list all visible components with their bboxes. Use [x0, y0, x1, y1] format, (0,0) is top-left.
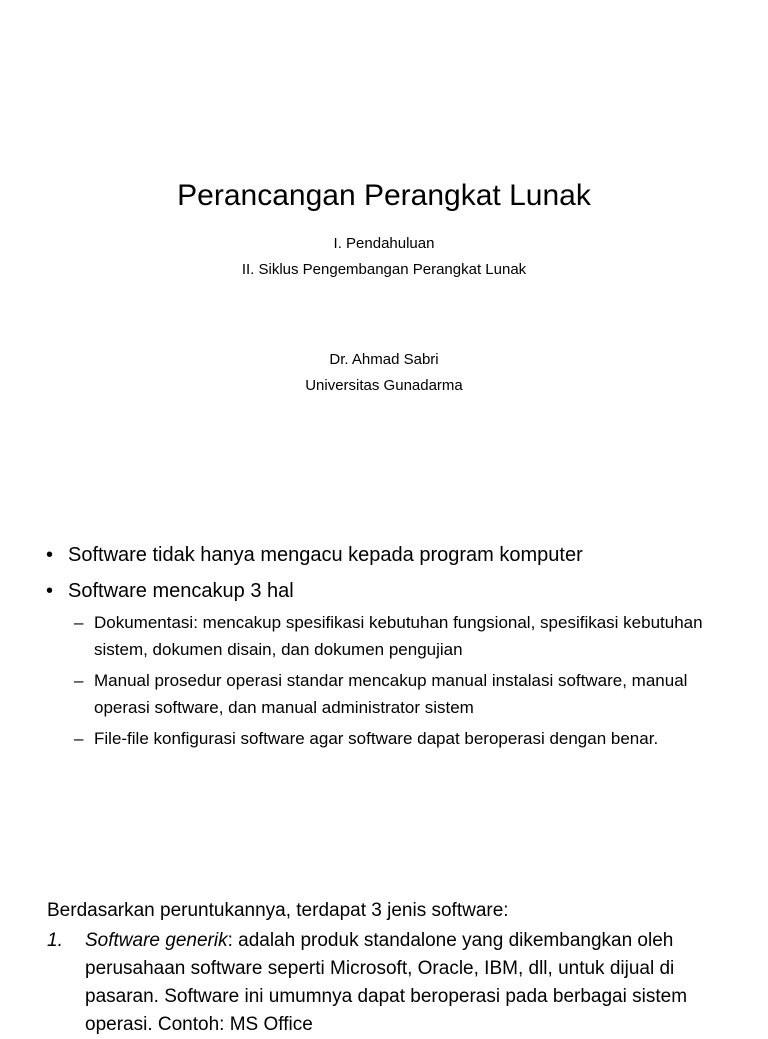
sub-bullet-item: [74, 609, 736, 663]
numbered-slide: [0, 864, 768, 1035]
subtitle-line-2: II. Siklus Pengembangan Perangkat Lunak: [241, 261, 527, 278]
sub-bullet-list: [46, 609, 736, 752]
bullet-list: [46, 537, 736, 756]
item-term: Software generik: [85, 930, 228, 951]
sub-bullet-text: File-file konfigurasi software agar software dapat beroperasi dengan benar.: [94, 729, 659, 748]
bullet-marker: •: [46, 580, 54, 602]
bullet-text: Software tidak hanya mengacu kepada program komputer: [68, 544, 583, 566]
slide-title: Perancangan Perangkat Lunak: [177, 179, 591, 212]
slide-subtitle: [0, 231, 768, 283]
sub-bullet-text: Dokumentasi: mencakup spesifikasi kebutuhan fungsional, spesifikasi kebutuhan sistem, dokumen disain, dan dokumen pengujian: [94, 613, 703, 659]
author-affiliation: Universitas Gunadarma: [305, 377, 463, 394]
numbered-item: [47, 927, 737, 1039]
dash-marker: –: [74, 671, 84, 690]
title-slide: [0, 0, 768, 480]
numbered-list: [47, 927, 737, 1039]
bullet-text: Software mencakup 3 hal: [68, 580, 294, 602]
bullet-slide: [0, 480, 768, 864]
slide-author: [0, 347, 768, 399]
sub-bullet-item: [74, 725, 736, 752]
slide-intro: Berdasarkan peruntukannya, terdapat 3 jenis software:: [47, 900, 509, 921]
dash-marker: –: [74, 729, 84, 748]
bullet-marker: •: [46, 544, 54, 566]
subtitle-line-1: I. Pendahuluan: [333, 235, 435, 252]
sub-bullet-text: Manual prosedur operasi standar mencakup manual instalasi software, manual operasi software, dan manual administrator sistem: [94, 671, 688, 717]
item-number: 1.: [47, 930, 63, 951]
bullet-item: [46, 537, 736, 573]
bullet-item: [46, 573, 736, 752]
author-name: Dr. Ahmad Sabri: [329, 351, 439, 368]
sub-bullet-item: [74, 667, 736, 721]
dash-marker: –: [74, 613, 84, 632]
item-text: : adalah produk standalone yang dikembangkan oleh perusahaan software seperti Microsoft, Oracle, IBM, dll, untuk dijual di pasaran. Software ini umumnya dapat beroperasi pada berbagai sistem operasi. Contoh: MS Office: [85, 930, 688, 1035]
